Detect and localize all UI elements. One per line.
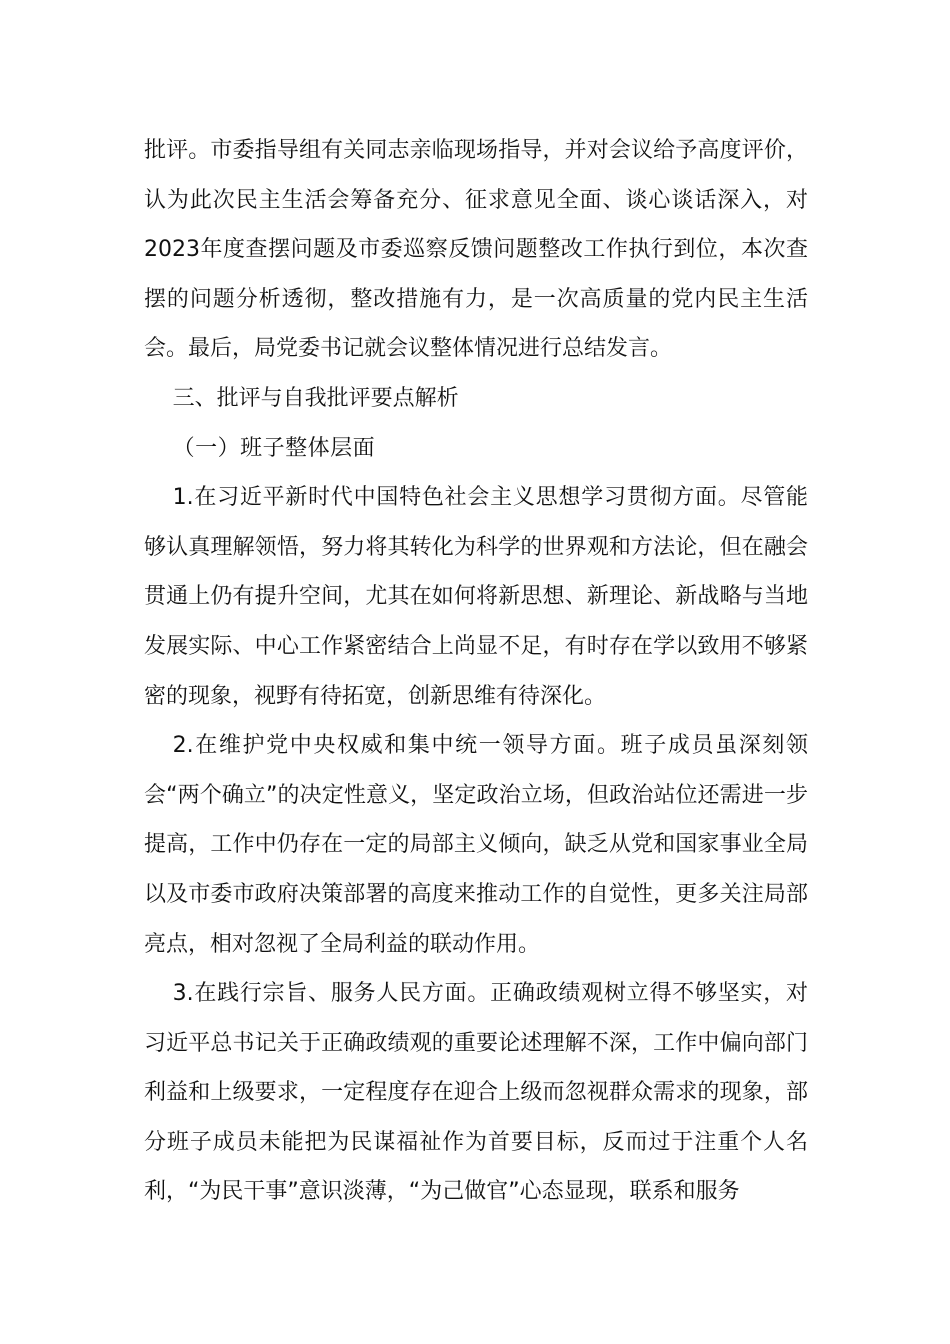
subsection-heading: （一）班子整体层面 [172,435,376,461]
numbered-paragraph-2: 2.在维护党中央权威和集中统一领导方面。班子成员虽深刻领会“两个确立”的决定性意义，坚定政治立场，但政治站位还需进一步提高，工作中仍存在一定的局部主义倾向，缺乏从党和国家事业全局以及市委市政府决策部署的高度来推动工作的自觉性，更多关注局部亮点，相对忽视了全局利益的联动作用。 [144,733,808,957]
document-body [144,126,808,1217]
numbered-paragraph-3: 3.在践行宗旨、服务人民方面。正确政绩观树立得不够坚实，对习近平总书记关于正确政绩观的重要论述理解不深，工作中偏向部门利益和上级要求，一定程度存在迎合上级而忽视群众需求的现象，部分班子成员未能把为民谋福祉作为首要目标，反而过于注重个人名利，“为民干事”意识淡薄，“为己做官”心态显现，联系和服务 [144,981,808,1205]
numbered-paragraph-1: 1.在习近平新时代中国特色社会主义思想学习贯彻方面。尽管能够认真理解领悟，努力将其转化为科学的世界观和方法论，但在融会贯通上仍有提升空间，尤其在如何将新思想、新理论、新战略与当地发展实际、中心工作紧密结合上尚显不足，有时存在学以致用不够紧密的现象，视野有待拓宽，创新思维有待深化。 [144,485,808,709]
section-heading: 三、批评与自我批评要点解析 [172,385,459,411]
paragraph-continuation: 批评。市委指导组有关同志亲临现场指导，并对会议给予高度评价，认为此次民主生活会筹备充分、征求意见全面、谈心谈话深入，对2023年度查摆问题及市委巡察反馈问题整改工作执行到位，本次查摆的问题分析透彻，整改措施有力，是一次高质量的党内民主生活会。最后，局党委书记就会议整体情况进行总结发言。 [144,138,808,362]
